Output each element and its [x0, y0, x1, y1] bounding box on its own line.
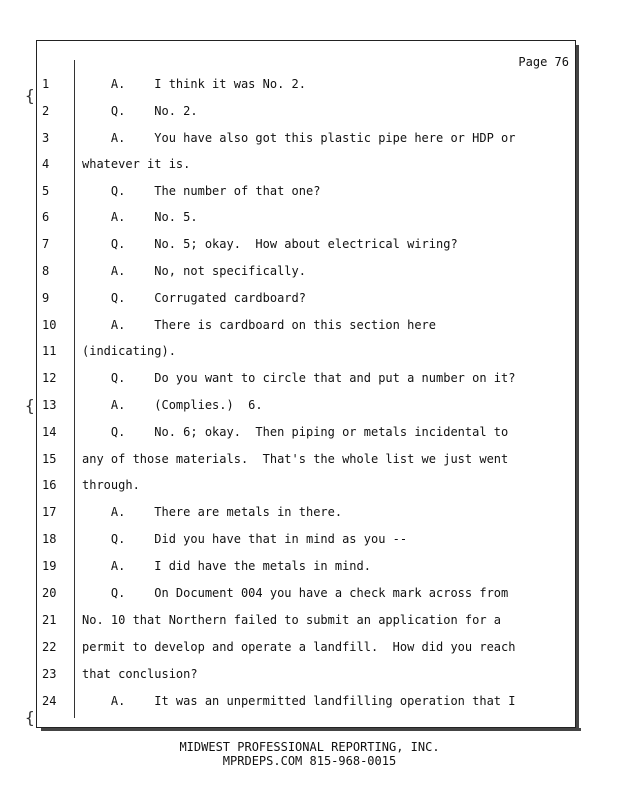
line-text: A. No, not specifically.	[82, 264, 306, 278]
line-number: 11	[42, 344, 57, 358]
line-text: Q. The number of that one?	[82, 184, 321, 198]
line-number: 19	[42, 559, 57, 573]
line-text: Q. No. 6; okay. Then piping or metals incidental to	[82, 425, 509, 439]
page-shadow-right	[576, 45, 579, 729]
line-number: 16	[42, 478, 57, 492]
page-number: Page 76	[518, 55, 569, 69]
left-margin-rule	[74, 60, 75, 718]
line-text: A. You have also got this plastic pipe here or HDP or	[82, 131, 516, 145]
line-text: whatever it is.	[82, 157, 191, 171]
line-number: 13	[42, 398, 57, 412]
reporter-contact: MPRDEPS.COM 815-968-0015	[222, 754, 397, 768]
line-number: 22	[42, 640, 57, 654]
line-text: through.	[82, 478, 140, 492]
line-text: Q. Do you want to circle that and put a number on it?	[82, 371, 516, 385]
line-text: Q. Did you have that in mind as you --	[82, 532, 408, 546]
binder-hole-icon: {	[25, 396, 35, 415]
binder-hole-icon: {	[25, 86, 35, 105]
line-number: 20	[42, 586, 57, 600]
binder-hole-icon: {	[25, 708, 35, 727]
line-number: 21	[42, 613, 57, 627]
line-number: 2	[42, 104, 50, 118]
line-text: A. No. 5.	[82, 210, 198, 224]
line-number: 5	[42, 184, 50, 198]
line-number: 18	[42, 532, 57, 546]
line-text: A. I did have the metals in mind.	[82, 559, 371, 573]
line-text: (indicating).	[82, 344, 176, 358]
line-text: A. There is cardboard on this section here	[82, 318, 437, 332]
line-number: 15	[42, 452, 57, 466]
line-text: Q. On Document 004 you have a check mark across from	[82, 586, 509, 600]
line-number: 3	[42, 131, 50, 145]
line-text: any of those materials. That's the whole list we just went	[82, 452, 509, 466]
line-number: 10	[42, 318, 57, 332]
line-number: 12	[42, 371, 57, 385]
line-text: A. I think it was No. 2.	[82, 77, 306, 91]
line-text: Q. No. 2.	[82, 104, 198, 118]
line-number: 17	[42, 505, 57, 519]
line-text: No. 10 that Northern failed to submit an application for a	[82, 613, 502, 627]
line-text: A. (Complies.) 6.	[82, 398, 263, 412]
line-number: 1	[42, 77, 50, 91]
line-number: 4	[42, 157, 50, 171]
page-shadow-bottom	[41, 728, 581, 731]
line-text: Q. Corrugated cardboard?	[82, 291, 306, 305]
line-text: A. It was an unpermitted landfilling operation that I	[82, 694, 516, 708]
line-number: 9	[42, 291, 50, 305]
line-text: that conclusion?	[82, 667, 198, 681]
line-text: Q. No. 5; okay. How about electrical wiring?	[82, 237, 458, 251]
line-number: 14	[42, 425, 57, 439]
line-number: 6	[42, 210, 50, 224]
line-number: 24	[42, 694, 57, 708]
line-number: 23	[42, 667, 57, 681]
reporter-name: MIDWEST PROFESSIONAL REPORTING, INC.	[179, 740, 440, 754]
line-number: 8	[42, 264, 50, 278]
line-text: permit to develop and operate a landfill. How did you reach	[82, 640, 516, 654]
line-number: 7	[42, 237, 50, 251]
line-text: A. There are metals in there.	[82, 505, 343, 519]
